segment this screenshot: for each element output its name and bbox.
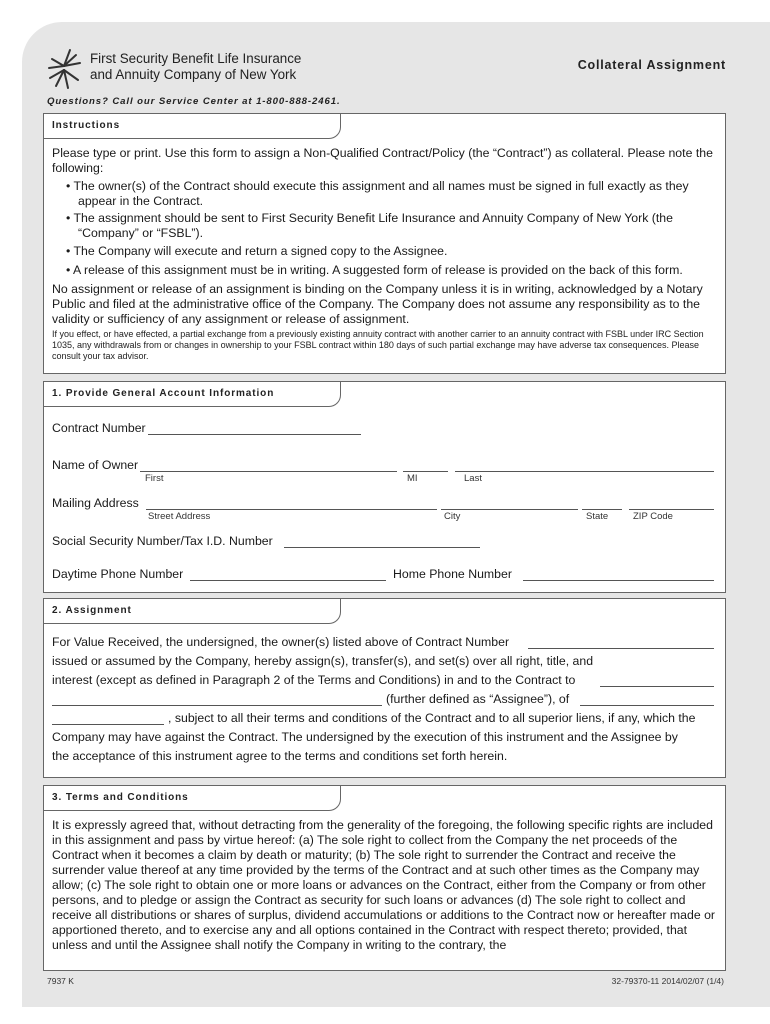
assignment-section bbox=[43, 598, 726, 778]
instructions-tab bbox=[44, 114, 341, 139]
instruction-bullet-4: • A release of this assignment must be in writing. A suggested form of release is provided on the back of this form. bbox=[66, 263, 683, 277]
assignment-line-2: issued or assumed by the Company, hereby assign(s), transfer(s), and set(s) over all right, title, and bbox=[52, 654, 594, 668]
section2-tab bbox=[44, 599, 341, 624]
assignment-line-3: interest (except as defined in Paragraph 2 of the Terms and Conditions) in and to the Contract to bbox=[52, 673, 576, 687]
zip-code-field[interactable] bbox=[629, 509, 714, 510]
company-name-line1: First Security Benefit Life Insurance bbox=[90, 51, 302, 66]
instructions-notice: No assignment or release of an assignment is binding on the Company unless it is in writing, acknowledged by a Notary Public and filed at the administrative office of the Company. The Company does not assume any responsibility as to the validity or sufficiency of any assignment or release of assignment. bbox=[52, 282, 703, 326]
page-background-bottom bbox=[22, 985, 770, 1007]
form-title: Collateral Assignment bbox=[577, 58, 726, 72]
mailing-address-label: Mailing Address bbox=[52, 496, 139, 510]
assignee-address-field[interactable] bbox=[580, 705, 714, 706]
mi-sublabel: MI bbox=[407, 473, 418, 484]
section1-tab bbox=[44, 382, 341, 407]
assignment-contract-number-field[interactable] bbox=[528, 648, 714, 649]
instruction-bullet-3: • The Company will execute and return a signed copy to the Assignee. bbox=[66, 244, 448, 258]
company-logo-icon bbox=[46, 46, 82, 90]
street-address-sublabel: Street Address bbox=[148, 511, 211, 522]
owner-first-name-field[interactable] bbox=[140, 471, 397, 472]
owner-last-name-field[interactable] bbox=[455, 471, 714, 472]
contract-number-field[interactable] bbox=[148, 434, 361, 435]
city-sublabel: City bbox=[444, 511, 461, 522]
service-center-note: Questions? Call our Service Center at 1-800-888-2461. bbox=[47, 96, 341, 107]
section2-title: 2. Assignment bbox=[52, 605, 132, 616]
last-sublabel: Last bbox=[464, 473, 482, 484]
company-name-line2: and Annuity Company of New York bbox=[90, 67, 297, 82]
owner-name-label: Name of Owner bbox=[52, 458, 139, 472]
instructions-tax-note: If you effect, or have effected, a partial exchange from a previously existing annuity contract with another carrier to an annuity contract with FSBL under IRC Section 1035, any withdrawals from or changes in ownership to your FSBL contract within 180 days of such partial exchange may have adverse tax consequences. Please consult your tax advisor. bbox=[52, 329, 704, 361]
first-sublabel: First bbox=[145, 473, 164, 484]
assignment-line-6: Company may have against the Contract. The undersigned by the execution of this instrument and the Assignee by bbox=[52, 730, 678, 744]
daytime-phone-label: Daytime Phone Number bbox=[52, 567, 184, 581]
terms-conditions-section bbox=[43, 785, 726, 971]
assignee-address-continued-field[interactable] bbox=[52, 724, 164, 725]
instructions-section bbox=[43, 113, 726, 374]
section3-title: 3. Terms and Conditions bbox=[52, 792, 189, 803]
daytime-phone-field[interactable] bbox=[190, 580, 386, 581]
home-phone-label: Home Phone Number bbox=[393, 567, 512, 581]
instructions-title: Instructions bbox=[52, 120, 121, 131]
general-account-section bbox=[43, 381, 726, 593]
street-address-field[interactable] bbox=[146, 509, 437, 510]
owner-mi-field[interactable] bbox=[403, 471, 448, 472]
contract-number-label: Contract Number bbox=[52, 421, 146, 435]
assignment-line-7: the acceptance of this instrument agree to the terms and conditions set forth herein. bbox=[52, 749, 508, 763]
form-code: 7937 K bbox=[47, 976, 74, 986]
city-field[interactable] bbox=[441, 509, 578, 510]
instruction-bullet-1: • The owner(s) of the Contract should execute this assignment and all names must be signed in full exactly as they appear in the Contract. bbox=[66, 179, 689, 208]
state-sublabel: State bbox=[586, 511, 609, 522]
state-field[interactable] bbox=[582, 509, 622, 510]
assignment-line-1: For Value Received, the undersigned, the owner(s) listed above of Contract Number bbox=[52, 635, 510, 649]
instruction-bullet-2: • The assignment should be sent to First Security Benefit Life Insurance and Annuity Company of New York (the “Company” or “FSBL”). bbox=[66, 211, 673, 240]
section3-tab bbox=[44, 786, 341, 811]
instructions-intro: Please type or print. Use this form to assign a Non-Qualified Contract/Policy (the “Contract”) as collateral. Please note the following: bbox=[52, 146, 713, 175]
assignee-name-continued-field[interactable] bbox=[52, 705, 382, 706]
ssn-label: Social Security Number/Tax I.D. Number bbox=[52, 534, 273, 548]
assignment-line-4: (further defined as “Assignee”), of bbox=[386, 692, 570, 706]
assignee-name-field[interactable] bbox=[600, 686, 714, 687]
ssn-field[interactable] bbox=[284, 547, 480, 548]
terms-body: It is expressly agreed that, without detracting from the generality of the foregoing, the following specific rights are included in this assignment and pass by virtue hereof: (a) The sole right to collect from the Company the net proceeds of the Contract when it becomes a claim by death or maturity; (b) The sole right to surrender the Contract and receive the surrender value thereof at any time provided by the terms of the Contract and at such other times as the Company may allow; (c) The sole right to obtain one or more loans or advances on the Contract, either from the Company or from other persons, and to pledge or assign the Contract as security for such loans or advances (d) The sole right to collect and receive all distributions or shares of surplus, dividend accumulations or additions to the Contract now or hereafter made or apportioned thereto, and to exercise any and all options contained in the Contract with respect thereto; provided, that unless and until the Assignee shall notify the Company in writing to the contrary, the bbox=[52, 818, 716, 952]
home-phone-field[interactable] bbox=[523, 580, 714, 581]
zip-code-sublabel: ZIP Code bbox=[633, 511, 673, 522]
section1-title: 1. Provide General Account Information bbox=[52, 388, 275, 399]
assignment-line-5: , subject to all their terms and conditions of the Contract and to all superior liens, if any, which the bbox=[168, 711, 696, 725]
company-name bbox=[90, 51, 301, 83]
document-code: 32-79370-11 2014/02/07 (1/4) bbox=[611, 976, 724, 986]
